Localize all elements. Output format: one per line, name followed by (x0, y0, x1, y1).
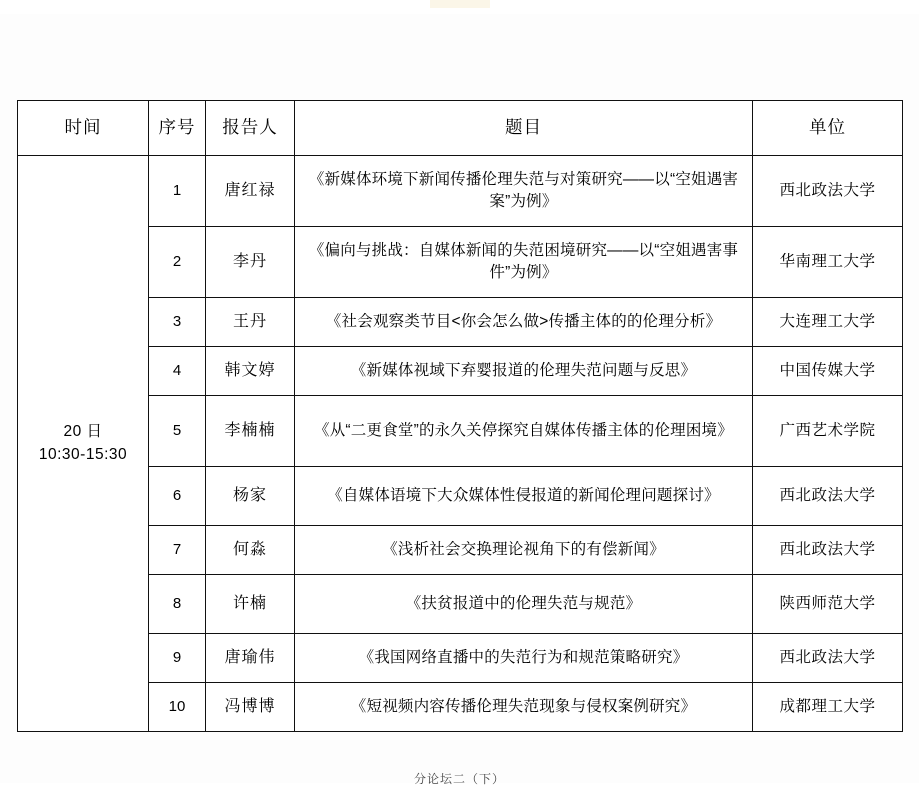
table-row (18, 396, 903, 467)
row-title: 《新媒体环境下新闻传播伦理失范与对策研究——以“空姐遇害案”为例》 (295, 156, 753, 227)
row-title: 《社会观察类节目<你会怎么做>传播主体的的伦理分析》 (295, 298, 753, 347)
row-speaker: 李丹 (206, 227, 295, 298)
column-header-number: 序号 (149, 101, 206, 156)
table-row (18, 298, 903, 347)
column-header-title: 题目 (295, 101, 753, 156)
column-header-unit: 单位 (753, 101, 903, 156)
page-top-margin (0, 0, 919, 14)
row-speaker: 唐瑜伟 (206, 634, 295, 683)
row-speaker: 王丹 (206, 298, 295, 347)
row-number: 10 (149, 683, 206, 732)
schedule-table-container (17, 100, 902, 732)
table-row (18, 227, 903, 298)
row-speaker: 冯博博 (206, 683, 295, 732)
row-unit: 华南理工大学 (753, 227, 903, 298)
table-row (18, 156, 903, 227)
time-block-cell (18, 156, 149, 732)
row-number: 4 (149, 347, 206, 396)
page-top-mark (430, 0, 490, 8)
row-number: 6 (149, 467, 206, 526)
table-header (18, 101, 903, 156)
row-speaker: 何淼 (206, 526, 295, 575)
table-body (18, 156, 903, 732)
table-row (18, 634, 903, 683)
row-speaker: 杨家 (206, 467, 295, 526)
row-title: 《从“二更食堂”的永久关停探究自媒体传播主体的伦理困境》 (295, 396, 753, 467)
row-number: 5 (149, 396, 206, 467)
row-number: 1 (149, 156, 206, 227)
row-speaker: 唐红禄 (206, 156, 295, 227)
row-title: 《自媒体语境下大众媒体性侵报道的新闻伦理问题探讨》 (295, 467, 753, 526)
row-unit: 西北政法大学 (753, 634, 903, 683)
column-header-time: 时间 (18, 101, 149, 156)
row-unit: 陕西师范大学 (753, 575, 903, 634)
row-title: 《短视频内容传播伦理失范现象与侵权案例研究》 (295, 683, 753, 732)
table-row (18, 526, 903, 575)
row-title: 《偏向与挑战：自媒体新闻的失范困境研究——以“空姐遇害事件”为例》 (295, 227, 753, 298)
row-speaker: 许楠 (206, 575, 295, 634)
row-speaker: 韩文婷 (206, 347, 295, 396)
table-row (18, 683, 903, 732)
row-title: 《浅析社会交换理论视角下的有偿新闻》 (295, 526, 753, 575)
row-unit: 大连理工大学 (753, 298, 903, 347)
row-unit: 西北政法大学 (753, 467, 903, 526)
row-number: 8 (149, 575, 206, 634)
row-title: 《扶贫报道中的伦理失范与规范》 (295, 575, 753, 634)
schedule-table (17, 100, 903, 732)
row-unit: 成都理工大学 (753, 683, 903, 732)
row-number: 9 (149, 634, 206, 683)
table-row (18, 347, 903, 396)
row-unit: 西北政法大学 (753, 526, 903, 575)
row-speaker: 李楠楠 (206, 396, 295, 467)
footer-note: 分论坛二（下） (413, 772, 505, 786)
row-number: 7 (149, 526, 206, 575)
table-row (18, 467, 903, 526)
row-unit: 广西艺术学院 (753, 396, 903, 467)
table-row (18, 575, 903, 634)
row-number: 3 (149, 298, 206, 347)
row-title: 《我国网络直播中的失范行为和规范策略研究》 (295, 634, 753, 683)
time-block-date: 20 日 (63, 423, 103, 441)
time-block-range: 10:30-15:30 (38, 445, 128, 463)
row-number: 2 (149, 227, 206, 298)
column-header-speaker: 报告人 (206, 101, 295, 156)
row-title: 《新媒体视域下弃婴报道的伦理失范问题与反思》 (295, 347, 753, 396)
table-header-row (18, 101, 903, 156)
row-unit: 西北政法大学 (753, 156, 903, 227)
row-unit: 中国传媒大学 (753, 347, 903, 396)
